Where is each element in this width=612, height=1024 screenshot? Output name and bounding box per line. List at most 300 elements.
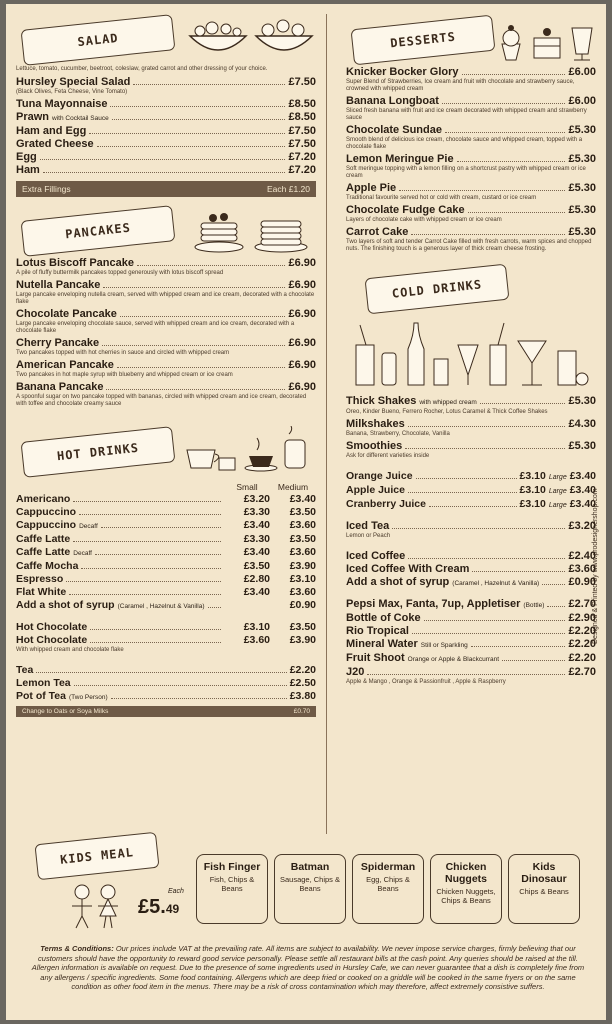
menu-item-name: Smoothies — [346, 440, 403, 452]
leader-dots — [73, 541, 221, 542]
leader-dots — [429, 506, 517, 507]
salad-bowls-icon — [186, 14, 316, 62]
menu-item-price: £5.30 — [568, 440, 596, 452]
menu-item-desc: Large pancake enveloping nutella cream, served with whipped cream and ice cream, decorated with a chocolate flake — [16, 292, 315, 305]
leader-dots — [133, 84, 285, 85]
drink-row — [16, 599, 316, 613]
drink-desc: With whipped cream and chocolate flake — [16, 647, 124, 653]
soft-drink-list — [346, 598, 596, 679]
juice-large-price: £3.40 — [569, 470, 596, 482]
leader-dots — [480, 403, 566, 404]
menu-item-desc: Super Blend of Strawberries, Ice cream and fruit with chocolate and strawberry sauce, crowned with whipped cream — [346, 79, 575, 92]
menu-item-row — [346, 395, 596, 409]
shake-list — [346, 395, 596, 460]
small-column-header: Small — [236, 482, 258, 492]
drink-name: Americano — [16, 493, 71, 505]
leader-dots — [89, 133, 285, 134]
medium-column-header: Medium — [277, 482, 309, 492]
menu-item-name: Bottle of Coke — [346, 612, 421, 624]
leader-dots — [445, 132, 566, 133]
drink-row — [16, 506, 316, 519]
leader-dots — [106, 389, 285, 390]
menu-item-row — [16, 164, 316, 177]
menu-page — [6, 4, 606, 1020]
leader-dots — [399, 190, 565, 191]
leader-dots — [103, 287, 285, 288]
menu-item-desc: (Black Olives, Feta Cheese, Vine Tomato) — [16, 89, 128, 95]
menu-item-desc: Soft meringue topping with a lemon filling on a shortcrust pastry with whipped cream or ice cream — [346, 166, 586, 179]
leader-dots — [36, 672, 286, 673]
menu-item-name: Banana Longboat — [346, 95, 439, 107]
leader-dots — [472, 571, 565, 572]
menu-item-name: Prawn — [16, 111, 50, 123]
drink-name: Hot Chocolate — [16, 621, 88, 633]
menu-item-row — [346, 652, 596, 666]
hot-chocolate-list — [16, 621, 316, 654]
milk-change-bar — [16, 706, 316, 717]
menu-item-row — [346, 625, 596, 638]
menu-item-name: Pepsi Max, Fanta, 7up, Appletiser — [346, 598, 521, 610]
menu-item-price: £2.40 — [568, 550, 596, 562]
drink-medium-price: £3.60 — [289, 519, 316, 531]
drink-medium-price: £3.50 — [289, 506, 316, 518]
leader-dots — [73, 501, 221, 502]
leader-dots — [74, 685, 287, 686]
leader-dots — [90, 629, 221, 630]
menu-item-row — [346, 418, 596, 431]
menu-item-price: £7.20 — [288, 164, 316, 176]
menu-item-price: £2.20 — [568, 638, 596, 650]
menu-item-price: £6.00 — [568, 66, 596, 78]
juice-large-label: Large — [548, 474, 567, 481]
menu-item-name: Lotus Biscoff Pancake — [16, 257, 134, 269]
menu-item-note: Still or Sparkling — [420, 642, 468, 649]
drink-row — [16, 573, 316, 586]
juice-row — [346, 470, 596, 484]
menu-item-price: £2.20 — [568, 652, 596, 664]
juice-small-price: £3.10 — [519, 484, 546, 496]
menu-item-price: £0.90 — [568, 576, 596, 588]
menu-item-name: Grated Cheese — [16, 138, 94, 150]
menu-item-price: £2.50 — [289, 677, 316, 689]
kids-meal-desc: Chips & Beans — [519, 887, 569, 896]
leader-dots — [66, 581, 221, 582]
menu-item-name: Fruit Shoot — [346, 652, 405, 664]
menu-item-price: £5.30 — [568, 226, 596, 238]
pancake-list — [16, 257, 316, 408]
menu-item-row — [16, 279, 316, 292]
menu-item-name: Tuna Mayonnaise — [16, 98, 108, 110]
leader-dots — [69, 594, 221, 595]
drink-name: Cappuccino — [16, 506, 77, 518]
drink-medium-price: £3.50 — [289, 533, 316, 545]
leader-dots — [120, 316, 286, 317]
menu-item-name: Chocolate Fudge Cake — [346, 204, 465, 216]
coffee-cups-icon — [181, 426, 311, 474]
menu-item-name: J20 — [346, 666, 365, 678]
menu-item-row — [346, 550, 596, 563]
kids-price-pounds: £5. — [138, 896, 166, 918]
menu-item-row — [346, 598, 596, 612]
drink-row — [16, 634, 316, 647]
menu-item-desc: Banana, Strawberry, Chocolate, Vanilla — [346, 431, 450, 437]
right-column — [346, 12, 596, 688]
menu-item-row — [16, 257, 316, 270]
drink-name: Espresso — [16, 573, 64, 585]
kids-meal-desc: Sausage, Chips & Beans — [279, 875, 341, 893]
menu-item-row — [16, 308, 316, 321]
j20-desc: Apple & Mango , Orange & Passionfruit , Apple & Raspberry — [346, 679, 506, 685]
drink-row — [16, 560, 316, 573]
extra-fillings-label: Extra Fillings — [22, 184, 71, 194]
drink-medium-price: £3.60 — [289, 546, 316, 558]
juice-name: Cranberry Juice — [346, 498, 426, 510]
menu-item-price: £6.90 — [288, 279, 316, 291]
menu-item-name: Lemon Meringue Pie — [346, 153, 454, 165]
menu-item-price: £7.20 — [288, 151, 316, 163]
leader-dots — [102, 345, 285, 346]
kids-meal-section — [16, 834, 596, 944]
juice-large-price: £3.40 — [569, 484, 596, 496]
menu-item-name: Iced Coffee With Cream — [346, 563, 470, 575]
drink-small-price: £3.10 — [243, 621, 270, 633]
menu-item-name: Nutella Pancake — [16, 279, 101, 291]
menu-item-desc: Two pancakes in hot maple syrup with blueberry and whipped cream or ice cream — [16, 372, 233, 378]
kids-figures-icon — [66, 882, 126, 932]
menu-item-name: Tea — [16, 664, 34, 676]
menu-item-name: Iced Coffee — [346, 550, 406, 562]
terms-label: Terms & Conditions: — [40, 944, 114, 953]
menu-item-price: £2.90 — [568, 612, 596, 624]
drink-note: Decaff — [73, 550, 92, 557]
menu-item-row — [346, 124, 596, 137]
kids-meal-title: KIDS MEAL — [34, 832, 159, 881]
leader-dots — [117, 367, 286, 368]
salad-title: SALAD — [21, 14, 176, 66]
menu-item-row — [16, 125, 316, 138]
menu-item-row — [346, 612, 596, 625]
menu-item-row — [346, 153, 596, 166]
menu-item-name: Chocolate Pancake — [16, 308, 117, 320]
menu-item-name: Milkshakes — [346, 418, 405, 430]
drink-small-price: £3.40 — [243, 546, 270, 558]
menu-item-desc: A spoonful sugar on two pancake topped with bananas, circled with whipped cream and ice cream, decorated with toffee and chocolate creamy sauce — [16, 394, 307, 407]
menu-item-price: £5.30 — [568, 204, 596, 216]
menu-item-row — [346, 576, 596, 590]
leader-dots — [208, 607, 221, 608]
menu-item-name: Egg — [16, 151, 37, 163]
kids-meal-name: Chicken Nuggets — [445, 861, 487, 885]
milk-change-label: Change to Oats or Soya Milks — [22, 708, 109, 715]
hot-drinks-list — [16, 493, 316, 613]
menu-item-name: Rio Tropical — [346, 625, 409, 637]
iced-tea-row — [346, 520, 596, 533]
extra-fillings-price: Each £1.20 — [266, 184, 310, 194]
menu-item-price: £5.30 — [568, 182, 596, 194]
leader-dots — [408, 492, 517, 493]
drink-medium-price: £0.90 — [289, 599, 316, 611]
dessert-list — [346, 66, 596, 253]
menu-item-name: Lemon Tea — [16, 677, 71, 689]
designer-credit: Designed & Printed by www.prodesignershop.com — [592, 488, 599, 644]
menu-item-row — [346, 66, 596, 79]
leader-dots — [412, 633, 566, 634]
drink-note: Decaff — [79, 523, 98, 530]
menu-item-desc: Traditional favourite served hot or cold with cream, custard or ice cream — [346, 195, 537, 201]
menu-item-price: £6.90 — [288, 359, 316, 371]
leader-dots — [367, 674, 565, 675]
juice-small-price: £3.10 — [519, 498, 546, 510]
drink-name: Caffe Latte — [16, 533, 71, 545]
pancakes-title: PANCAKES — [21, 205, 176, 257]
leader-dots — [408, 558, 565, 559]
leader-dots — [112, 119, 286, 120]
milk-change-price: £0.70 — [293, 708, 310, 715]
menu-item-row — [16, 98, 316, 111]
leader-dots — [95, 554, 221, 555]
menu-item-row — [346, 95, 596, 108]
kids-meal-name: Spiderman — [360, 861, 416, 873]
menu-item-note: (Caramel , Hazelnut & Vanilla) — [452, 580, 540, 587]
desserts-icon — [494, 14, 598, 62]
salad-list — [16, 76, 316, 177]
extra-fillings-bar — [16, 181, 316, 197]
juice-name: Apple Juice — [346, 484, 405, 496]
menu-item-row — [16, 111, 316, 125]
menu-item-desc: Oreo, Kinder Bueno, Ferrero Rocher, Lotus Caramel & Thick Coffee Shakes — [346, 409, 548, 415]
leader-dots — [471, 646, 566, 647]
menu-item-price: £5.30 — [568, 153, 596, 165]
leader-dots — [43, 172, 286, 173]
drink-small-price: £3.40 — [243, 586, 270, 598]
left-column — [16, 12, 316, 717]
menu-item-price: £5.30 — [568, 124, 596, 136]
hot-drinks-title: HOT DRINKS — [21, 426, 176, 478]
menu-item-price: £8.50 — [288, 111, 316, 123]
drink-name: Add a shot of syrup — [16, 599, 115, 611]
desserts-banner — [346, 12, 596, 66]
desserts-title: DESSERTS — [351, 15, 496, 66]
menu-item-row — [346, 638, 596, 652]
drink-small-price: £3.50 — [243, 560, 270, 572]
leader-dots — [40, 159, 286, 160]
kids-meal-box — [274, 854, 346, 924]
iced-tea-name: Iced Tea — [346, 520, 390, 532]
terms-text: Our prices include VAT at the prevailing rate. All items are subject to availability. We never impose service charges, firmly believing that our customers should have the opportunity to reward good service personally. Please settle all restaurant bills at the cash point. Any queries should be raised at the till. Allergen information is available on request. Due to the presence of some ingredients used in Hursley Cafe, we can never guarantee that a dish is completely fine from any allergens / specific ingredients. Some food containing. Allergens which are deep fried or cooked on a griddle will be cooked in the same fryers or on the same condition as other food item in the menus. There may be a risk of cross contamination which may therefore, affect extremely consistive suffers. — [31, 944, 585, 992]
menu-item-note: with whipped cream — [419, 399, 477, 406]
drink-row — [16, 493, 316, 506]
menu-item-price: £6.90 — [288, 308, 316, 320]
kids-meal-desc: Chicken Nuggets, Chips & Beans — [436, 887, 496, 905]
kids-price-pence: 49 — [165, 902, 180, 916]
menu-item-name: Carrot Cake — [346, 226, 409, 238]
menu-item-name: Banana Pancake — [16, 381, 104, 393]
iced-tea-price: £3.20 — [568, 520, 596, 532]
juice-list — [346, 470, 596, 512]
drink-row — [16, 621, 316, 634]
leader-dots — [137, 265, 285, 266]
leader-dots — [97, 146, 286, 147]
leader-dots — [101, 527, 221, 528]
kids-meal-box — [508, 854, 580, 924]
leader-dots — [405, 448, 565, 449]
leader-dots — [462, 74, 566, 75]
menu-item-desc: Ask for different varieties inside — [346, 453, 430, 459]
menu-item-row — [16, 359, 316, 372]
menu-item-row — [16, 664, 316, 677]
leader-dots — [502, 660, 565, 661]
kids-meal-box — [196, 854, 268, 924]
juice-name: Orange Juice — [346, 470, 413, 482]
juice-large-price: £3.40 — [569, 498, 596, 510]
drink-row — [16, 533, 316, 546]
leader-dots — [79, 514, 221, 515]
kids-meal-desc: Egg, Chips & Beans — [366, 875, 410, 893]
drink-row — [16, 519, 316, 533]
hot-drinks-size-header — [16, 482, 316, 492]
menu-item-row — [346, 563, 596, 576]
terms-and-conditions — [30, 944, 586, 992]
cold-drinks-icon — [346, 315, 596, 395]
drink-small-price: £3.30 — [243, 533, 270, 545]
drink-name: Hot Chocolate — [16, 634, 88, 646]
cold-drinks-title: COLD DRINKS — [365, 264, 510, 315]
menu-item-row — [16, 151, 316, 164]
juice-small-price: £3.10 — [519, 470, 546, 482]
leader-dots — [542, 584, 565, 585]
menu-item-price: £7.50 — [288, 125, 316, 137]
kids-meal-box — [352, 854, 424, 924]
drink-medium-price: £3.40 — [289, 493, 316, 505]
menu-item-row — [16, 138, 316, 151]
menu-item-name: Add a shot of syrup — [346, 576, 450, 588]
menu-item-price: £6.00 — [568, 95, 596, 107]
leader-dots — [424, 620, 566, 621]
leader-dots — [408, 426, 566, 427]
leader-dots — [90, 642, 221, 643]
leader-dots — [110, 106, 285, 107]
leader-dots — [81, 568, 221, 569]
cold-drinks-banner — [346, 261, 596, 315]
drink-name: Cappuccino — [16, 519, 77, 531]
leader-dots — [457, 161, 566, 162]
pancake-stack-icon — [191, 205, 311, 253]
kids-meal-desc: Fish, Chips & Beans — [209, 875, 255, 893]
menu-item-price: £7.50 — [288, 76, 316, 88]
leader-dots — [411, 234, 565, 235]
drink-medium-price: £3.90 — [289, 634, 316, 646]
drink-medium-price: £3.10 — [289, 573, 316, 585]
menu-item-row — [346, 440, 596, 453]
menu-item-desc: Sliced fresh banana with fruit and ice cream decorated with whipped cream and strawberry sauce — [346, 108, 587, 121]
menu-item-price: £2.20 — [289, 664, 316, 676]
menu-item-name: American Pancake — [16, 359, 114, 371]
iced-tea-desc: Lemon or Peach — [346, 533, 391, 539]
hot-drinks-banner — [16, 424, 316, 478]
tea-list — [16, 664, 316, 704]
menu-item-desc: Two pancakes topped with hot cherries in sauce and circled with whipped cream — [16, 350, 230, 356]
leader-dots — [442, 103, 566, 104]
menu-item-row — [16, 690, 316, 704]
menu-item-name: Pot of Tea — [16, 690, 66, 702]
menu-item-price: £3.80 — [289, 690, 316, 702]
drink-medium-price: £3.50 — [289, 621, 316, 633]
drink-medium-price: £3.60 — [289, 586, 316, 598]
drink-name: Flat White — [16, 586, 67, 598]
leader-dots — [416, 478, 517, 479]
kids-price-each: Each — [168, 888, 184, 895]
leader-dots — [111, 698, 287, 699]
juice-large-label: Large — [548, 502, 567, 509]
kids-meal-name: Fish Finger — [203, 861, 261, 873]
menu-item-row — [16, 76, 316, 89]
drink-small-price: £3.60 — [243, 634, 270, 646]
menu-item-note: (Bottle) — [523, 602, 545, 609]
juice-large-label: Large — [548, 488, 567, 495]
menu-item-price: £6.90 — [288, 381, 316, 393]
juice-row — [346, 484, 596, 498]
menu-item-name: Apple Pie — [346, 182, 397, 194]
menu-item-price: £3.60 — [568, 563, 596, 575]
menu-item-name: Hursley Special Salad — [16, 76, 131, 88]
menu-item-name: Knicker Bocker Glory — [346, 66, 459, 78]
drink-row — [16, 586, 316, 599]
menu-item-row — [346, 182, 596, 195]
menu-item-row — [16, 337, 316, 350]
menu-item-row — [346, 666, 596, 679]
menu-item-name: Ham — [16, 164, 40, 176]
menu-item-price: £6.90 — [288, 337, 316, 349]
menu-item-desc: Layers of chocolate cake with whipped cream or ice cream — [346, 217, 502, 223]
menu-item-name: Cherry Pancake — [16, 337, 100, 349]
menu-item-note: Orange or Apple & Blackcurrant — [407, 656, 500, 663]
kids-meal-price — [138, 888, 184, 919]
menu-item-row — [16, 381, 316, 394]
menu-item-note: with Cocktail Sauce — [52, 115, 109, 122]
menu-item-price: £2.70 — [568, 666, 596, 678]
drink-small-price: £2.80 — [243, 573, 270, 585]
menu-item-row — [346, 226, 596, 239]
drink-name: Caffe Mocha — [16, 560, 79, 572]
menu-item-price: £8.50 — [288, 98, 316, 110]
menu-item-desc: Smooth blend of delicious ice cream, chocolate sauce and whipped cream, topped with a chocolate flake — [346, 137, 583, 150]
leader-dots — [547, 606, 565, 607]
leader-dots — [468, 212, 566, 213]
menu-item-name: Chocolate Sundae — [346, 124, 442, 136]
kids-meal-name: Batman — [290, 861, 330, 873]
drink-name: Caffe Latte — [16, 546, 71, 558]
pancakes-banner — [16, 203, 316, 257]
menu-item-price: £2.70 — [568, 598, 596, 610]
menu-item-name: Thick Shakes — [346, 395, 417, 407]
iced-coffee-list — [346, 550, 596, 590]
juice-row — [346, 498, 596, 512]
menu-item-desc: A pile of fluffy buttermilk pancakes topped generously with lotus biscoff spread — [16, 270, 224, 276]
menu-item-name: Mineral Water — [346, 638, 418, 650]
menu-item-name: Ham and Egg — [16, 125, 87, 137]
kids-meal-box — [430, 854, 502, 924]
column-divider — [326, 14, 327, 834]
drink-note: (Caramel , Hazelnut & Vanilla) — [117, 603, 205, 610]
menu-item-price: £7.50 — [288, 138, 316, 150]
drink-row — [16, 546, 316, 560]
drink-medium-price: £3.90 — [289, 560, 316, 572]
menu-item-row — [16, 677, 316, 690]
kids-meal-name: Kids Dinosaur — [521, 861, 567, 885]
menu-item-price: £2.20 — [568, 625, 596, 637]
menu-item-price: £6.90 — [288, 257, 316, 269]
drink-small-price: £3.20 — [243, 493, 270, 505]
